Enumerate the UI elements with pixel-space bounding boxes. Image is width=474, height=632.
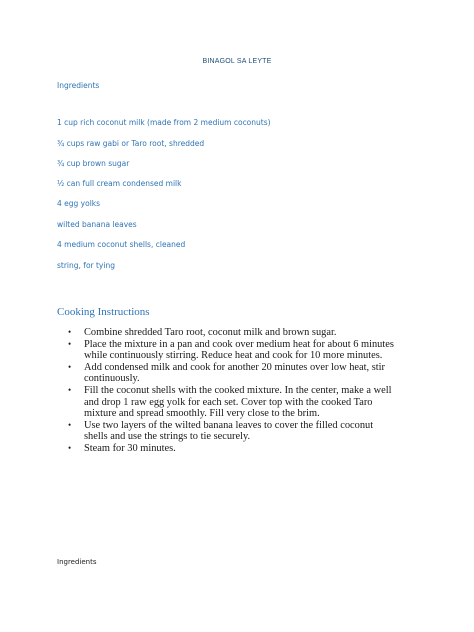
instruction-step [68, 385, 398, 420]
instruction-step [68, 339, 398, 362]
bullet-icon: • [68, 419, 72, 430]
step-text: Steam for 30 minutes. [84, 442, 176, 454]
step-text: Place the mixture in a pan and cook over medium heat for about 6 minutes while continuously stirring. Reduce heat and cook for 10 more minutes. [84, 338, 394, 362]
bullet-icon: • [68, 327, 72, 337]
ingredient-item: 1 cup rich coconut milk (made from 2 medium coconuts) [57, 118, 271, 127]
step-text: Add condensed milk and cook for another 20 minutes over low heat, stir continuously. [84, 361, 385, 385]
instruction-step [68, 362, 398, 385]
ingredient-item: ¾ cup brown sugar [57, 159, 130, 168]
ingredients-heading: Ingredients [57, 81, 100, 90]
ingredient-item: 4 medium coconut shells, cleaned [57, 240, 186, 249]
step-text: Use two layers of the wilted banana leaves to cover the filled coconut shells and use the strings to tie securely. [84, 419, 374, 443]
instruction-step [68, 443, 398, 455]
ingredient-item: ½ can full cream condensed milk [57, 179, 182, 188]
step-text: Fill the coconut shells with the cooked mixture. In the center, make a well and drop 1 raw egg yolk for each set. Cover top with the cooked Taro mixture and spread smoothly. Fill very close to the brim. [84, 384, 392, 420]
bullet-icon: • [68, 338, 72, 349]
ingredient-item: wilted banana leaves [57, 220, 137, 229]
page-title: BINAGOL SA LEYTE [202, 58, 272, 65]
step-text: Combine shredded Taro root, coconut milk and brown sugar. [84, 327, 337, 338]
cooking-instructions-heading: Cooking Instructions [57, 306, 150, 318]
instructions-list [68, 327, 398, 455]
instruction-step [68, 420, 398, 443]
bullet-icon: • [68, 384, 72, 395]
ingredient-item: ¾ cups raw gabi or Taro root, shredded [57, 139, 205, 148]
instruction-step [68, 327, 398, 339]
bullet-icon: • [68, 442, 72, 453]
bullet-icon: • [68, 361, 72, 372]
ingredient-item: string, for tying [57, 261, 115, 270]
ingredient-item: 4 egg yolks [57, 199, 101, 208]
ingredients-heading-secondary: Ingredients [57, 558, 97, 566]
